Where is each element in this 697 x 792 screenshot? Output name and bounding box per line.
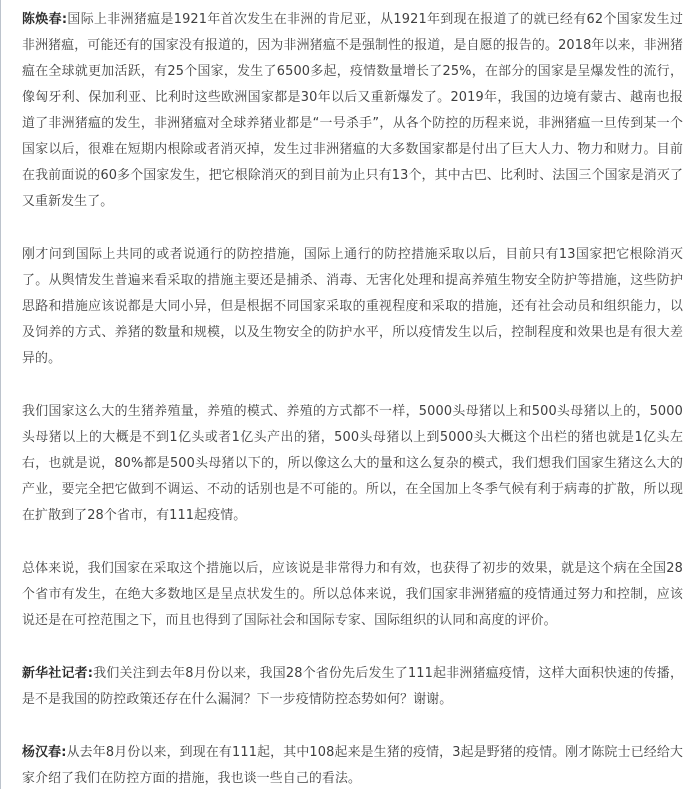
paragraph-text: 刚才问到国际上共同的或者说通行的防控措施，国际上通行的防控措施采取以后，目前只有13国家把它根除消灭了。从舆情发生普遍来看采取的措施主要还是捕杀、消毒、无害化处理和提高养殖生物安全防护等措施，这些防护思路和措施应该说都是大同小异，但是根据不同国家采取的重视程度和采取的措施，还有社会动员和组织能力，以及饲养的方式、养猪的数量和规模，以及生物安全的防护水平，所以疫情发生以后，控制程度和效果也是有很大差异的。 — [22, 247, 683, 366]
paragraph — [22, 661, 683, 713]
paragraph-text: 我们关注到去年8月份以来，我国28个省份先后发生了111起非洲猪瘟疫情，这样大面积快速的传播，是不是我国的防控政策还存在什么漏洞？下一步疫情防控态势如何？谢谢。 — [22, 666, 683, 707]
paragraph — [22, 399, 683, 529]
paragraph — [22, 242, 683, 372]
paragraph-text: 我们国家这么大的生猪养殖量，养殖的模式、养殖的方式都不一样，5000头母猪以上和500头母猪以上的，5000头母猪以上的大概是不到1亿头或者1亿头产出的猪，500头母猪以上到5000头大概这个出栏的猪也就是1亿头左右，也就是说，80%都是500头母猪以下的，所以像这么大的量和这么复杂的模式，我们想我们国家生猪这么大的产业，要完全把它做到不调运、不动的话别也是不可能的。所以，在全国加上冬季气候有利于病毒的扩散，所以现在扩散到了28个省市，有111起疫情。 — [22, 404, 683, 523]
speaker-name: 新华社记者: — [22, 666, 94, 681]
speaker-name: 杨汉春: — [22, 745, 67, 760]
paragraph-text: 总体来说，我们国家在采取这个措施以后，应该说是非常得力和有效，也获得了初步的效果，就是这个病在全国28个省市有发生，在绝大多数地区是呈点状发生的。所以总体来说，我们国家非洲猪瘟的疫情通过努力和控制，应该说还是在可控范围之下，而且也得到了国际社会和国际专家、国际组织的认同和高度的评价。 — [22, 561, 683, 628]
paragraph-text: 从去年8月份以来，到现在有111起，其中108起来是生猪的疫情，3起是野猪的疫情。刚才陈院士已经给大家介绍了我们在防控方面的措施，我也谈一些自己的看法。 — [22, 745, 683, 786]
speaker-name: 陈焕春: — [22, 12, 68, 27]
paragraph — [22, 556, 683, 634]
paragraph-text: 国际上非洲猪瘟是1921年首次发生在非洲的肯尼亚，从1921年到现在报道了的就已经有62个国家发生过非洲猪瘟，可能还有的国家没有报道的，因为非洲猪瘟不是强制性的报道，是自愿的报告的。2018年以来，非洲猪瘟在全球就更加活跃，有25个国家，发生了6500多起，疫情数量增长了25%，在部分的国家是呈爆发性的流行，像匈牙利、保加利亚、比利时这些欧洲国家都是30年以后又重新爆发了。2019年，我国的边境有蒙古、越南也报道了非洲猪瘟的发生，非洲猪瘟对全球养猪业都是“一号杀手”，从各个防控的历程来说，非洲猪瘟一旦传到某一个国家以后，很难在短期内根除或者消灭掉，发生过非洲猪瘟的大多数国家都是付出了巨大人力、物力和财力。目前在我前面说的60多个国家发生，把它根除消灭的到目前为止只有13个，其中古巴、比利时、法国三个国家是消灭了又重新发生了。 — [22, 12, 683, 209]
paragraph — [22, 7, 683, 215]
paragraph — [22, 740, 683, 792]
